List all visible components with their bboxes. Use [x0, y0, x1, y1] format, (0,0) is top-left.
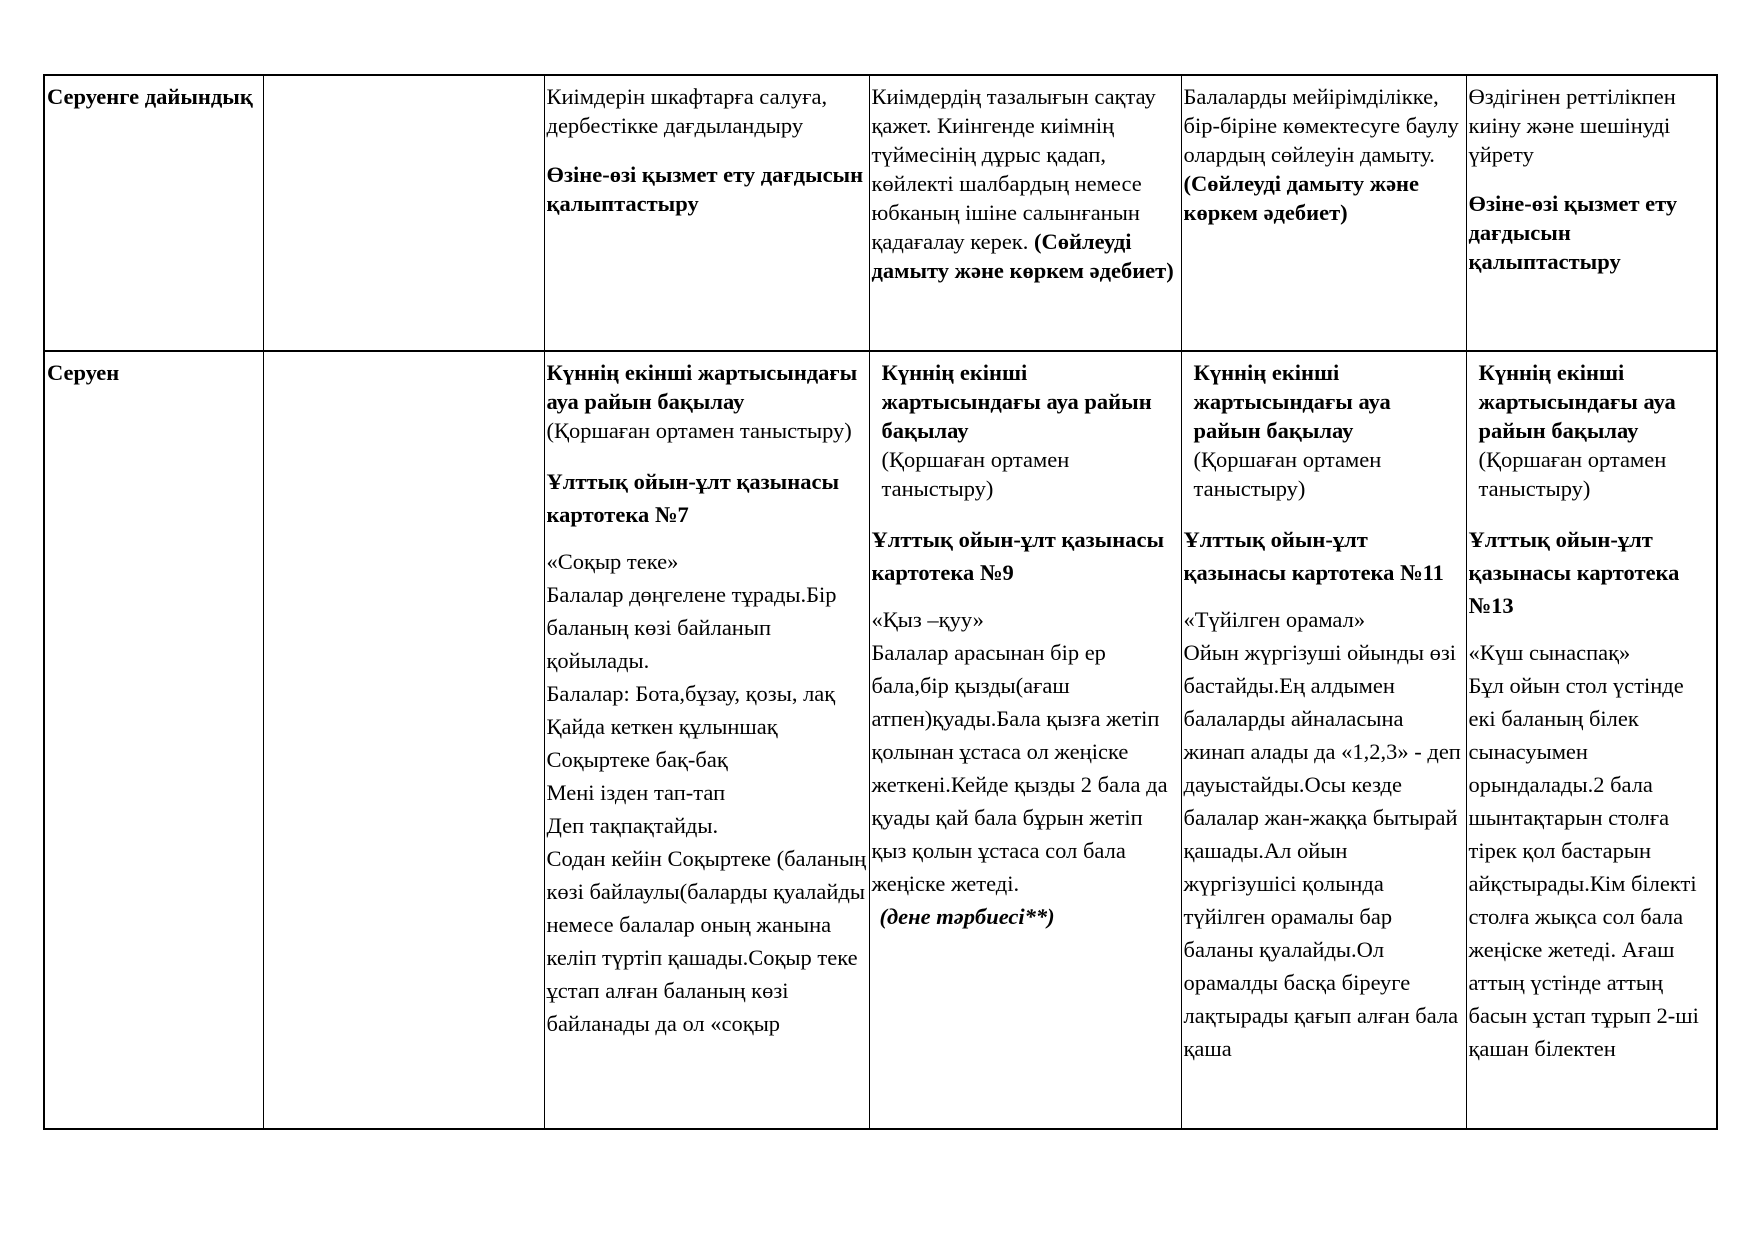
cell-area: Өзіне-өзі қызмет ету дағдысын қалыптастыру: [546, 162, 864, 216]
day-cell: [1466, 351, 1717, 1129]
game-line: Содан кейін Соқыртеке (баланың көзі байлаулы(баларды қуалайды немесе балалар оның жанына келіп түртіп қашады.Соқыр теке ұстап алған баланың көзі байланады да ол «соқыр: [546, 846, 867, 1036]
game-card: Ұлттық ойын-ұлт қазынасы картотека №13: [1468, 527, 1680, 618]
area-label: (Қоршаған ортамен таныстыру): [1193, 447, 1382, 501]
game-description: [1469, 636, 1715, 1065]
game-line: Деп тақпақтайды.: [546, 813, 719, 838]
row-label: Серуен: [47, 360, 120, 385]
cell-area: Өзіне-өзі қызмет ету дағдысын қалыптастыру: [1468, 191, 1678, 274]
observation-heading: Күннің екінші жартысындағы ауа райын бақылау: [546, 360, 858, 414]
game-card: Ұлттық ойын-ұлт қазынасы картотека №7: [546, 469, 840, 527]
game-line: Ойын жүргізуші ойынды өзі бастайды.Ең алдымен балаларды айналасына жинап алады да «1,2,3» - деп дауыстайды.Осы кезде балалар жан-жаққа бытырай қашады.Ал ойын жүргізушісі қолында түйілген орамалы бар баланы қуалайды.Ол орамалды басқа біреуге лақтырады қағып алған бала қаша: [1183, 640, 1461, 1061]
game-title: «Қыз –қуу»: [871, 607, 984, 632]
cell-text: Өздігінен реттілікпен киіну және шешінуді үйрету: [1468, 84, 1676, 167]
game-lines: [1469, 669, 1715, 1065]
cell-text: Киімдерін шкафтарға салуға, дербестікке дағдыландыру: [546, 84, 828, 138]
day-cell: [1466, 75, 1717, 351]
daily-plan-table: [43, 74, 1718, 1130]
row-label-cell: [44, 75, 263, 351]
day-cell: [869, 351, 1181, 1129]
observation-heading: Күннің екінші жартысындағы ауа райын бақылау: [881, 360, 1152, 443]
cell-area: (Сөйлеуді дамыту және көркем әдебиет): [1183, 171, 1420, 225]
table-row-walk-preparation: [44, 75, 1717, 351]
row-label: Серуенге дайындық: [47, 84, 253, 109]
observation-heading: Күннің екінші жартысындағы ауа райын бақылау: [1193, 360, 1391, 443]
row-label-cell: [44, 351, 263, 1129]
game-line: Бұл ойын стол үстінде екі баланың білек сынасуымен орындалады.2 бала шынтақтарын столға тірек қол бастарын айқстырады.Кім білекті столға жықса сол бала жеңіске жетеді. Ағаш аттың үстінде аттың басын ұстап тұрып 2-ші қашан білектен: [1468, 673, 1699, 1061]
game-card: Ұлттық ойын-ұлт қазынасы картотека №11: [1183, 527, 1444, 585]
game-title: «Күш сынаспақ»: [1468, 640, 1631, 665]
game-line: Қайда кеткен құлыншақ: [546, 714, 778, 739]
game-lines: [1184, 636, 1464, 1065]
game-line: Соқыртеке бақ-бақ: [546, 747, 728, 772]
area-label: (Қоршаған ортамен таныстыру): [1478, 447, 1667, 501]
game-description: [1184, 603, 1464, 1065]
table-row-walk: [44, 351, 1717, 1129]
game-lines: [547, 578, 867, 1040]
area-label: (Қоршаған ортамен таныстыру): [546, 418, 852, 443]
cell-text: Киімдердің тазалығын сақтау қажет. Киінгенде киімнің түймесінің дұрыс қадап, көйлекті шалбардың немесе юбканың ішіне салынғанын қадағалау керек. (Сөйлеуді дамыту және көркем әдебиет): [871, 84, 1174, 283]
subject-note: (дене тәрбиесі**): [879, 904, 1055, 929]
game-line: Балалар: Бота,бұзау, қозы, лақ: [546, 681, 836, 706]
cell-text: Балаларды мейірімділікке, бір-біріне көмектесуге баулу олардың сөйлеуін дамыту. (Сөйлеуді дамыту және көркем әдебиет): [1183, 84, 1459, 225]
empty-cell: [263, 351, 544, 1129]
game-description: [872, 603, 1179, 933]
game-lines: [872, 636, 1179, 900]
game-description: [547, 545, 867, 1040]
game-line: Мені ізден тап-тап: [546, 780, 726, 805]
area-label: (Қоршаған ортамен таныстыру): [881, 447, 1070, 501]
day-cell: [544, 351, 869, 1129]
game-line: Балалар арасынан бір ер бала,бір қызды(ағаш атпен)қуады.Бала қызға жетіп қолынан ұстаса ол жеңіске жеткені.Кейде қызды 2 бала да қуады қай бала бұрын жетіп қыз қолын ұстаса сол бала жеңіске жетеді.: [871, 640, 1168, 896]
day-cell: [1181, 351, 1466, 1129]
empty-cell: [263, 75, 544, 351]
observation-heading: Күннің екінші жартысындағы ауа райын бақылау: [1478, 360, 1676, 443]
game-line: Балалар дөңгелене тұрады.Бір баланың көзі байланып қойылады.: [546, 582, 837, 673]
day-cell: [869, 75, 1181, 351]
game-title: «Түйілген орамал»: [1183, 607, 1366, 632]
game-card: Ұлттық ойын-ұлт қазынасы картотека №9: [871, 527, 1165, 585]
game-title: «Соқыр теке»: [546, 549, 679, 574]
cell-area: (Сөйлеуді дамыту және көркем әдебиет): [871, 229, 1174, 283]
day-cell: [1181, 75, 1466, 351]
day-cell: [544, 75, 869, 351]
